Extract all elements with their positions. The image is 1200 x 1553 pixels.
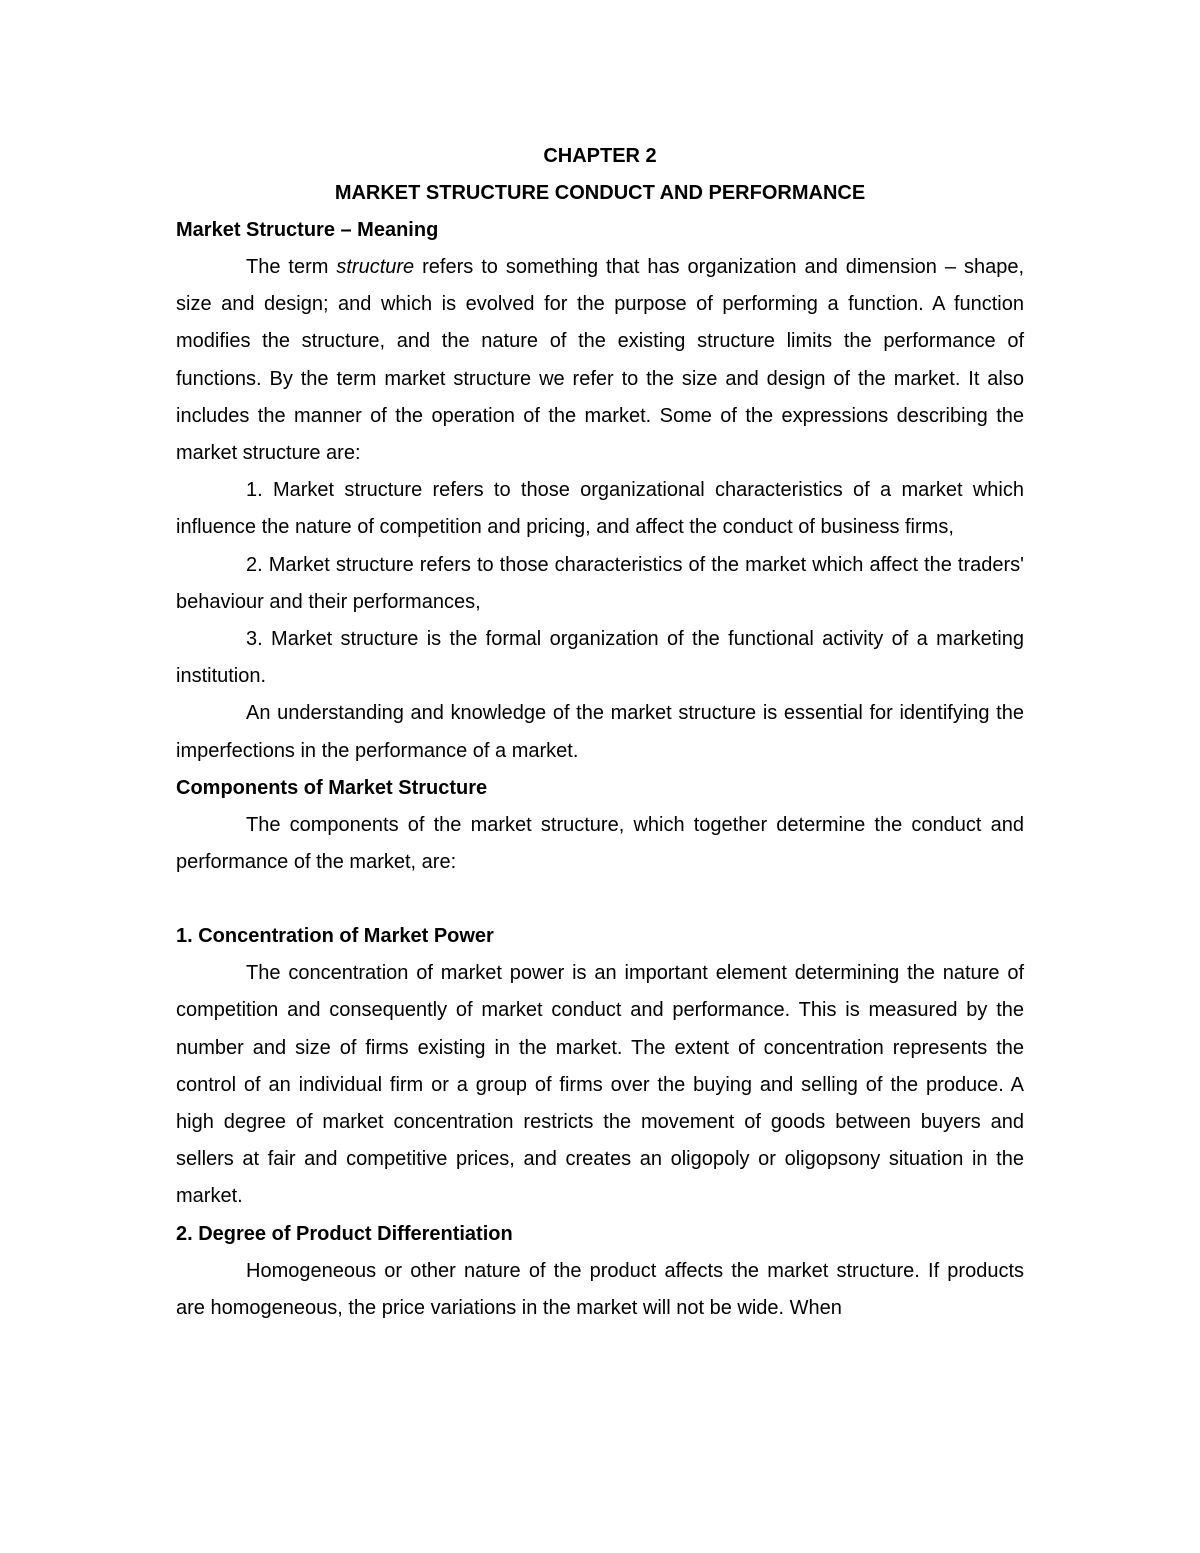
paragraph-structure-definition	[176, 249, 1024, 472]
paragraph-concentration: The concentration of market power is an important element determining the nature of competition and consequently of market conduct and performance. This is measured by the number and size of firms existing in the market. The extent of concentration represents the control of an individual firm or a group of firms over the buying and selling of the produce. A high degree of market concentration restricts the movement of goods between buyers and sellers at fair and competitive prices, and creates an oligopoly or oligopsony situation in the market.	[176, 962, 1024, 1208]
list-item: 1. Market structure refers to those organizational characteristics of a market which influence the nature of competition and pricing, and affect the conduct of business firms,	[176, 479, 1024, 539]
document-page	[176, 138, 1024, 1327]
chapter-title: MARKET STRUCTURE CONDUCT AND PERFORMANCE	[334, 182, 866, 204]
section-heading-components: Components of Market Structure	[176, 776, 488, 799]
blank-line	[176, 881, 1024, 918]
italic-term: structure	[336, 256, 415, 278]
list-item: 2. Market structure refers to those characteristics of the market which affect the traders' behaviour and their performances,	[176, 553, 1024, 613]
paragraph-text: refers to something that has organization and dimension – shape, size and design; and which is evolved for the purpose of performing a function. A function modifies the structure, and the nature of the existing structure limits the performance of functions. By the term market structure we refer to the size and design of the market. It also includes the manner of the operation of the market. Some of the expressions describing the market structure are:	[176, 256, 1024, 465]
chapter-number: CHAPTER 2	[543, 145, 657, 167]
paragraph-components: The components of the market structure, which together determine the conduct and performance of the market, are:	[176, 813, 1024, 874]
section-heading-differentiation: 2. Degree of Product Differentiation	[176, 1222, 513, 1245]
paragraph-understanding: An understanding and knowledge of the market structure is essential for identifying the imperfections in the performance of a market.	[176, 702, 1024, 762]
paragraph-text: The term	[246, 256, 337, 278]
list-item: 3. Market structure is the formal organization of the functional activity of a marketing institution.	[176, 628, 1024, 688]
section-heading-concentration: 1. Concentration of Market Power	[176, 925, 494, 948]
section-heading-meaning: Market Structure – Meaning	[176, 219, 439, 241]
paragraph-differentiation: Homogeneous or other nature of the product affects the market structure. If products are homogeneous, the price variations in the market will not be wide. When	[176, 1259, 1024, 1319]
